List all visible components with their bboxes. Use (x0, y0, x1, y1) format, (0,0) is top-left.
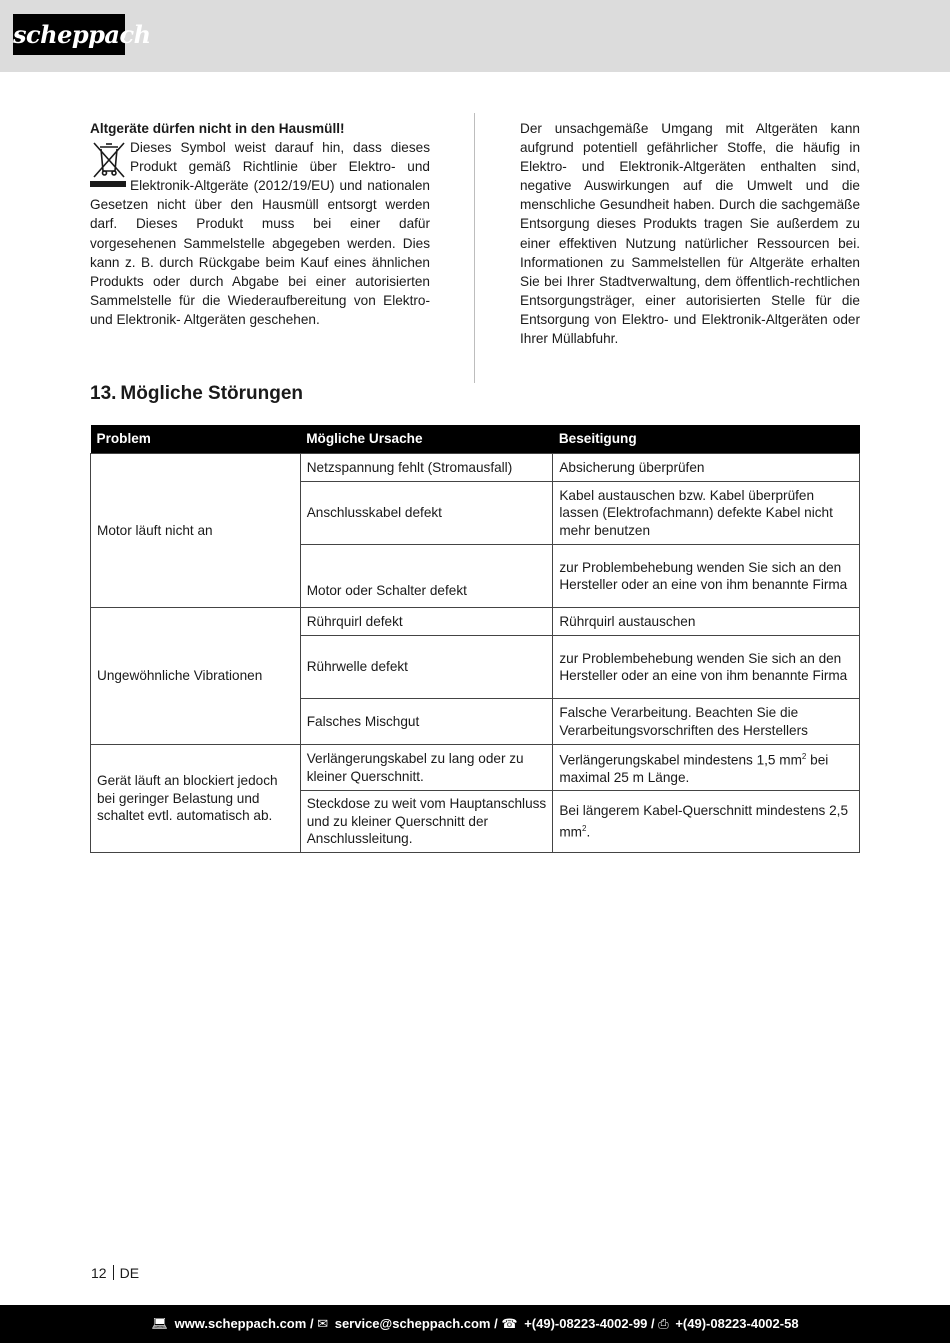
fix-cell: Rührquirl austauschen (553, 608, 860, 636)
table-header-row (91, 425, 860, 454)
header-bar (0, 0, 950, 72)
footer-fax: +(49)-08223-4002-58 (675, 1316, 799, 1331)
fix-cell (553, 745, 860, 791)
problem-cell: Gerät läuft an blockiert jedoch bei geringer Belastung und schaltet evtl. automatisch ab. (91, 745, 301, 853)
disposal-left-text: Dieses Symbol weist darauf hin, dass dieses Produkt gemäß Richtlinie über Elektro- und Elektronik-Altgeräte (2012/19/EU) und nationalen Gesetzen nicht über den Hausmüll entsorgt werden darf. Dieses Produkt muss bei einer dafür vorgesehenen Sammelstelle abgegeben werden. Dies kann z. B. durch Rückgabe beim Kauf eines ähnlichen Produkts oder durch Abgabe bei einer autorisierten Sammelstelle für die Wiederaufbereitung von Elektro- und Elektronik- Altgeräten geschehen. (90, 140, 430, 327)
footer-website[interactable]: www.scheppach.com (174, 1316, 307, 1331)
cause-cell: Motor oder Schalter defekt (300, 545, 553, 608)
section-title (90, 383, 303, 405)
disposal-right-column (520, 119, 860, 348)
header-fix: Beseitigung (553, 425, 860, 454)
section-number: 13. (90, 383, 117, 404)
fix-cell: Falsche Verarbeitung. Beachten Sie die Verarbeitungsvorschriften des Herstellers (553, 699, 860, 745)
footer-separator: / (494, 1316, 498, 1331)
fix-cell: zur Problembehebung wenden Sie sich an den Hersteller oder an eine von ihm benannte Firma (553, 636, 860, 699)
cause-cell: Verlängerungskabel zu lang oder zu kleiner Querschnitt. (300, 745, 553, 791)
crossed-bin-icon (90, 139, 126, 187)
cause-cell: Steckdose zu weit vom Hauptanschluss und zu kleiner Querschnitt der Anschlussleitung. (300, 791, 553, 853)
table-row (91, 454, 860, 482)
cause-cell: Rührwelle defekt (300, 636, 553, 699)
fix-superscript: 2 (801, 752, 807, 762)
cause-cell: Anschlusskabel defekt (300, 482, 553, 545)
page-number-value: 12 (91, 1265, 107, 1281)
disposal-left-column (90, 119, 430, 329)
fix-cell: Kabel austauschen bzw. Kabel überprüfen lassen (Elektrofachmann) defekte Kabel nicht mehr benutzen (553, 482, 860, 545)
problem-cell: Motor läuft nicht an (91, 454, 301, 608)
fix-text-tail: . (586, 824, 591, 840)
fix-cell (553, 791, 860, 853)
cause-cell: Netzspannung fehlt (Stromausfall) (300, 454, 553, 482)
disposal-right-text: Der unsachgemäße Umgang mit Altgeräten kann aufgrund potentiell gefährlicher Stoffe, die häufig in Elektro- und Elektronik-Altgeräten enthalten sind, negative Auswirkungen auf die Umwelt und die menschliche Gesundheit haben. Durch die sachgemäße Entsorgung dieses Produkts tragen Sie außerdem zu einer effektiven Nutzung natürlicher Ressourcen bei. Informationen zu Sammelstellen für Altgeräte erhalten Sie bei Ihrer Stadtverwaltung, dem öffentlich-rechtlichen Entsorgungsträger, einer autorisierten Stelle für die Entsorgung von Elektro- und Elektronik-Altgeräten oder Ihrer Müllabfuhr. (520, 121, 860, 347)
scheppach-logo: scheppach (13, 14, 125, 55)
footer-separator: / (651, 1316, 655, 1331)
troubleshooting-table (90, 425, 860, 853)
fix-text: Verlängerungskabel mindestens 1,5 mm (559, 752, 802, 768)
cause-cell: Rührquirl defekt (300, 608, 553, 636)
fix-cell: zur Problembehebung wenden Sie sich an den Hersteller oder an eine von ihm benannte Firma (553, 545, 860, 608)
table-row (91, 745, 860, 791)
fix-cell: Absicherung überprüfen (553, 454, 860, 482)
footer-separator: / (309, 1316, 314, 1331)
fix-text: Bei längerem Kabel-Querschnitt mindestens 2,5 mm (559, 803, 849, 840)
disposal-heading: Altgeräte dürfen nicht in den Hausmüll! (90, 121, 345, 136)
page-number-divider (113, 1265, 114, 1280)
header-cause: Mögliche Ursache (300, 425, 553, 454)
problem-cell: Ungewöhnliche Vibrationen (91, 608, 301, 745)
cause-cell: Falsches Mischgut (300, 699, 553, 745)
phone-icon: ☎︎ (501, 1316, 518, 1331)
page-number (91, 1265, 139, 1281)
mail-icon: ✉︎ (317, 1316, 329, 1331)
footer-bar (0, 1305, 950, 1343)
fax-icon: ⎙ (658, 1316, 669, 1331)
page-language: DE (119, 1265, 140, 1281)
column-divider (474, 113, 475, 383)
section-title-text: Mögliche Störungen (120, 383, 304, 404)
fix-superscript: 2 (582, 823, 587, 833)
footer-email[interactable]: service@scheppach.com (334, 1316, 491, 1331)
fix-text-tail: bei maximal 25 m Länge. (559, 752, 829, 786)
computer-icon: 💻︎ (151, 1316, 168, 1331)
footer-phone: +(49)-08223-4002-99 (524, 1316, 648, 1331)
table-row (91, 608, 860, 636)
header-problem: Problem (91, 425, 301, 454)
